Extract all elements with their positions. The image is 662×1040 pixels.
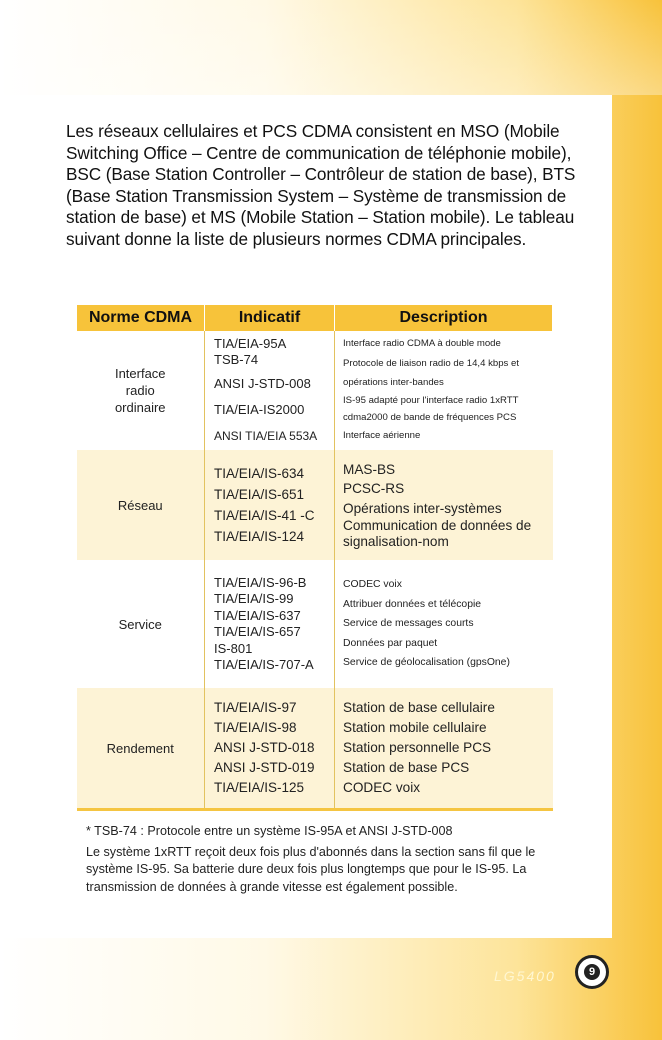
category-label: Interface radio ordinaire (114, 365, 166, 415)
codes-cell (205, 331, 335, 450)
description-item: Station de base PCS (343, 760, 470, 775)
category-cell (77, 561, 205, 688)
header-indicatif: Indicatif (205, 305, 335, 331)
code-item: TIA/EIA/IS-97 (214, 700, 297, 715)
description-item: Station personnelle PCS (343, 740, 492, 755)
footnote: * TSB-74 : Protocole entre un système IS-95A et ANSI J-STD-008 (86, 824, 453, 838)
description-item: Données par paquet (343, 637, 438, 649)
category-label: Réseau (117, 497, 163, 513)
top-band (0, 0, 662, 95)
description-item: Interface aérienne (343, 430, 421, 441)
description-item: cdma2000 de bande de fréquences PCS (343, 412, 517, 423)
description-item: Interface radio CDMA à double mode (343, 338, 501, 349)
description-item: PCSC-RS (343, 481, 405, 497)
code-item: TIA/EIA/IS-124 (214, 529, 305, 544)
codes-cell (205, 688, 335, 810)
code-item: TIA/EIA-IS2000 (214, 402, 305, 417)
page-number: 9 (584, 964, 600, 980)
description-item: Service de géolocalisation (gpsOne) (343, 657, 510, 669)
code-item: ANSI J-STD-008 (214, 376, 311, 391)
codes-cell (205, 450, 335, 561)
description-item: Protocole de liaison radio de 14,4 kbps et opérations inter-bandes (343, 358, 519, 388)
code-item: TIA/EIA/IS-96-B (214, 574, 307, 590)
category-cell (77, 450, 205, 561)
cdma-standards-table (76, 305, 553, 811)
description-item: Opérations inter-systèmes (343, 500, 502, 516)
category-label: Rendement (106, 740, 174, 756)
descriptions-cell (335, 561, 553, 688)
note-paragraph: Le système 1xRTT reçoit deux fois plus d'abonnés dans la section sans fil que le système IS-95. Sa batterie dure deux fois plus longtemps que pour le IS-95. La transmission de données à grande vitesse est également possible. (86, 844, 536, 894)
code-item: TIA/EIA/IS-41 -C (214, 508, 315, 523)
code-item: IS-801 (214, 640, 253, 656)
description-item: Service de messages courts (343, 618, 474, 630)
description-item: Communication de données de signalisation-nom (343, 518, 532, 550)
code-item: TIA/EIA/IS-634 (214, 466, 305, 481)
code-item: TIA/EIA/IS-98 (214, 720, 297, 735)
descriptions-cell (335, 331, 553, 450)
code-item: TIA/EIA/IS-637 (214, 607, 301, 623)
descriptions-cell (335, 450, 553, 561)
code-item: ANSI J-STD-019 (214, 760, 315, 775)
description-item: Station mobile cellulaire (343, 720, 487, 735)
description-item: CODEC voix (343, 780, 421, 795)
descriptions-cell (335, 688, 553, 810)
description-item: CODEC voix (343, 579, 402, 591)
code-item: TIA/EIA/IS-125 (214, 780, 305, 795)
table-row-rendement (77, 688, 553, 810)
code-item: ANSI J-STD-018 (214, 740, 315, 755)
table-row-interface-radio (77, 331, 553, 450)
table-row-service (77, 561, 553, 688)
code-item: TIA/EIA/IS-651 (214, 487, 305, 502)
category-cell (77, 688, 205, 810)
table-header-row (77, 305, 553, 331)
description-item: Attribuer données et télécopie (343, 598, 482, 610)
code-item: TIA/EIA-95A (214, 336, 287, 351)
code-item: TIA/EIA/IS-657 (214, 624, 301, 639)
intro-paragraph: Les réseaux cellulaires et PCS CDMA consistent en MSO (Mobile Switching Office – Centre de communication de téléphonie mobile), BSC (Base Station Controller – Contrôleur de station de base), BTS (Base Station Transmission System – Système de transmission de station de base) et MS (Mobile Station – Station mobile). Le tableau suivant donne la liste de plusieurs normes CDMA principales. (66, 121, 576, 249)
header-norme: Norme CDMA (77, 305, 205, 331)
code-item: TIA/EIA/IS-99 (214, 591, 294, 606)
category-cell (77, 331, 205, 450)
code-item: TSB-74 (214, 352, 259, 367)
category-label: Service (118, 616, 162, 632)
table-row-reseau (77, 450, 553, 561)
description-item: IS-95 adapté pour l'interface radio 1xRTT (343, 395, 519, 406)
code-item: ANSI TIA/EIA 553A (214, 429, 318, 443)
description-item: MAS-BS (343, 461, 396, 477)
code-item: TIA/EIA/IS-707-A (214, 657, 314, 672)
page-number-badge (575, 955, 609, 989)
description-item: Station de base cellulaire (343, 700, 495, 715)
notes-block (86, 823, 566, 896)
brand-label: LG5400 (494, 968, 556, 984)
codes-cell (205, 561, 335, 688)
header-description: Description (335, 305, 553, 331)
